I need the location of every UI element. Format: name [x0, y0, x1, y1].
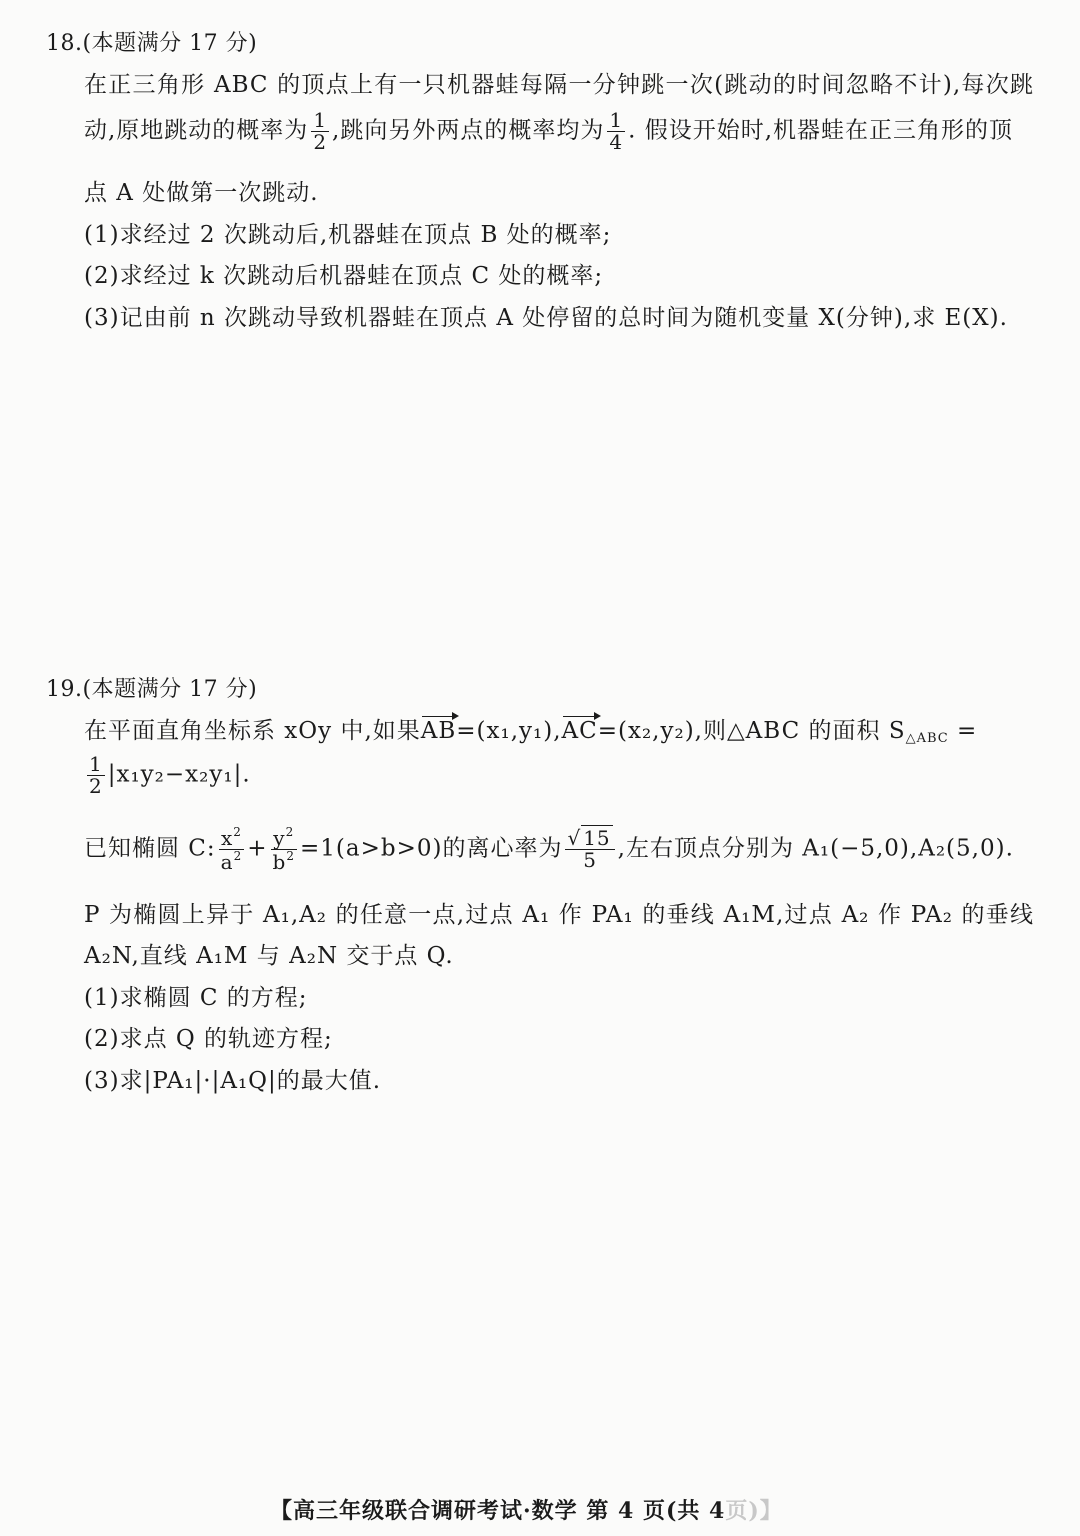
fraction-one-half-area: $\frac{1}{2}$: [89, 752, 103, 798]
problem-19-part-3: (3)求|PA₁|·|A₁Q|的最大值.: [84, 1068, 382, 1094]
problem-19-line-4: P 为椭圆上异于 A₁,A₂ 的任意一点,过点 A₁ 作 PA₁ 的垂线 A₁M,过点 A₂ 作 PA₂ 的垂线: [84, 902, 1034, 928]
problem-19-line-1: 在平面直角坐标系 xOy 中,如果AB=(x₁,y₁),AC=(x₂,y₂),则△ABC 的面积 $S_{\triangle ABC}$ =: [84, 718, 978, 746]
fraction-x-over-a: $\frac{x^2}{a^2}$: [220, 825, 243, 874]
problem-19-line-5: A₂N,直线 A₁M 与 A₂N 交于点 Q.: [84, 943, 454, 969]
problem-18-part-1: (1)求经过 2 次跳动后,机器蛙在顶点 B 处的概率;: [84, 222, 612, 248]
fraction-one-quarter: $\frac{1}{4}$: [609, 108, 624, 154]
problem-18-part-2: (2)求经过 k 次跳动后机器蛙在顶点 C 处的概率;: [84, 263, 604, 289]
fraction-y-over-b: $\frac{y^2}{b^2}$: [272, 825, 295, 874]
problem-18-line-2: 动,原地跳动的概率为 $\frac{1}{2}$ ,跳向另外两点的概率均为 $\frac{1}{4}$ . 假设开始时,机器蛙在正三角形的顶: [84, 108, 1014, 154]
problem-18-part-3: (3)记由前 n 次跳动导致机器蛙在顶点 A 处停留的总时间为随机变量 X(分钟),求 E(X).: [84, 305, 1008, 331]
problem-19-line-3: 已知椭圆 C: $\frac{x^2}{a^2}$ + $\frac{y^2}{b^2}$ =1(a>b>0)的离心率为 $\frac{√ 15}{5}$ ,左右顶点分别为 A₁(−5,0),A₂(5,0).: [84, 825, 1014, 874]
vector-ab: AB: [420, 718, 457, 744]
problem-19-part-2: (2)求点 Q 的轨迹方程;: [84, 1026, 333, 1052]
fraction-one-half: $\frac{1}{2}$: [313, 108, 328, 154]
page-footer: 【高三年级联合调研考试·数学 第 4 页(共 4页)】: [270, 1498, 783, 1524]
problem-18-line-1: 在正三角形 ABC 的顶点上有一只机器蛙每隔一分钟跳一次(跳动的时间忽略不计),每次跳: [84, 72, 1034, 98]
vector-ac: AC: [561, 718, 598, 744]
problem-19-header: 19.(本题满分 17 分): [46, 677, 258, 702]
fraction-eccentricity: $\frac{√ 15}{5}$: [565, 828, 614, 871]
problem-18-line-3: 点 A 处做第一次跳动.: [84, 180, 319, 206]
problem-18-header: 18.(本题满分 17 分): [46, 31, 258, 56]
problem-19-part-1: (1)求椭圆 C 的方程;: [84, 985, 308, 1011]
problem-19-line-2: $\frac{1}{2}$ |x₁y₂−x₂y₁|.: [89, 752, 251, 798]
